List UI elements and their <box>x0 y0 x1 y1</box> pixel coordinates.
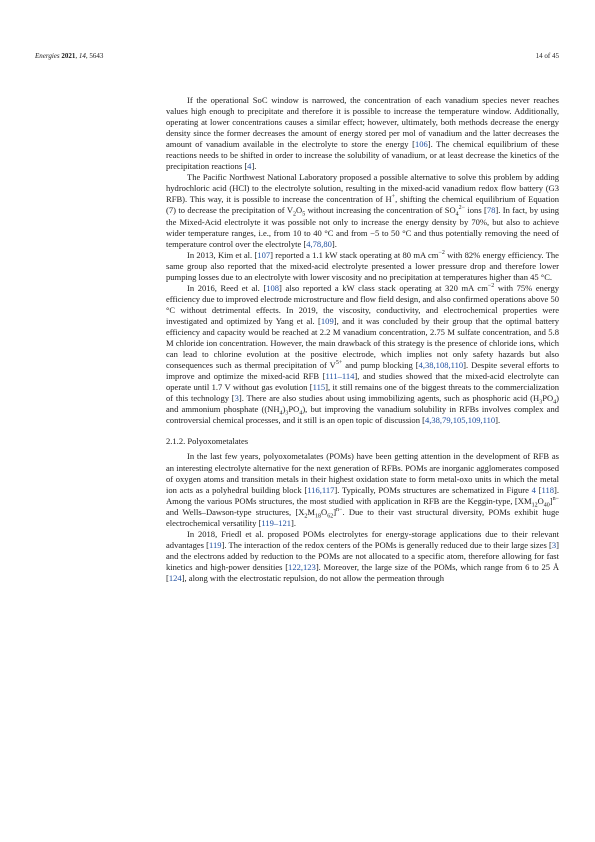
citation-link[interactable]: 111–114 <box>325 371 355 382</box>
paragraph: In 2018, Friedl et al. proposed POMs electrolytes for energy-storage applications due to their relevant advantages [119]. The interaction of the redox centers of the POMs is generally reduced due to their large sizes [3] and the electrons added by reduction to the POMs are not allocated to a specific atom, therefore allowing for fast kinetics and high-power densities [122,123]. Moreover, the large size of the POMs, which range from 6 to 25 Å [124], along with the electrostatic repulsion, do not allow the permeation through <box>166 528 560 583</box>
subscript: 18 <box>315 513 321 520</box>
article-number: 5643 <box>89 52 104 60</box>
journal-citation: Energies 2021, 14, 5643 <box>35 52 104 60</box>
paragraph: In the last few years, polyoxometalates (POMs) have been getting attention in the development of RFB as an interesting electrolyte alternative for the next generation of RFBs. POMs are inorganic agglomerates composed of oxygen atoms and transition metals in their highest oxidation state to form metal-oxo units in which the metal ion acts as a polyhedral building block [116,117]. Typically, POMs structures are schematized in Figure 4 [118]. Among the various POMs structures, the most studied with application in RFB are the Keggin-type, $[XM_{12}O_{40}]^{n-}$ and Wells–Dawson-type structures, $[X_2M_{18}O_{62}]^{n-}$. Due to their vast structural diversity, POMs exhibit huge electrochemical versatility [119–121]. <box>166 451 560 528</box>
subscript: 40 <box>543 502 550 509</box>
subscript: 3 <box>539 399 543 406</box>
paragraph: If the operational SoC window is narrowed, the concentration of each vanadium species never reaches values high enough to precipitate and therefore it is possible to increase the temperature window. Additionally, operating at lower concentrations causes a similar effect; however, ultimately, both methods decrease the energy density since the former decreases the amount of energy stored per mol of vanadium and the latter decreases the amount of vanadium available in the electrolyte to store the energy [106]. The chemical equilibrium of these reactions needs to be shifted in order to increase the solubility of vanadium, or at least decrease the kinetics of the precipitation reactions [4]. <box>166 95 559 172</box>
citation-link[interactable]: 3 <box>551 539 557 550</box>
subscript: 4 <box>553 399 557 406</box>
paragraph: The Pacific Northwest National Laboratory proposed a possible alternative to solve this problem by adding hydrochloric acid (HCl) to the electrolyte solution, resulting in the mixed-acid vanadium redox flow battery (G3 RFB). This way, it is possible to increase the concentration of H+, shifting the chemical equilibrium of Equation (7) to decrease the precipitation of $V_2O_5$ without increasing the concentration of $SO_4^{2-}$ ions [78]. In fact, by using the Mixed-Acid electrolyte it was possible not only to increase the energy density by 70%, but also to achieve wider temperature ranges, i.e., from 10 to 40 °C and from −5 to 50 °C and thus potentially removing the need of temperature control over the electrolyte [4,78,80]. <box>166 172 559 249</box>
citation-link[interactable]: 109 <box>320 315 334 326</box>
subscript: 3 <box>285 411 289 418</box>
citation-link[interactable]: 4,38,79,105,109,110 <box>424 415 496 426</box>
subscript: 2 <box>304 513 308 520</box>
superscript: 5+ <box>335 360 343 367</box>
subscript: 4 <box>299 411 303 418</box>
superscript: n− <box>552 495 559 502</box>
paragraph: In 2013, Kim et al. [107] reported a 1.1 kW stack operating at 80 mA $cm^{-2}$ with 82% energy efficiency. The same group also reported that the mixed-acid electrolyte presented a lower pressure drop and therefore lower pumping losses due to an electrolyte with lower viscosity and no precipitation at temperatures higher than 45 °C. <box>166 249 559 282</box>
citation-link[interactable]: 122,123 <box>288 561 316 572</box>
section-heading: 2.1.2. Polyoxometalates <box>166 436 249 447</box>
subscript: 4 <box>279 411 283 418</box>
citation-link[interactable]: 118 <box>541 484 555 495</box>
citation-link[interactable]: 115 <box>312 382 326 393</box>
citation-link[interactable]: 4 <box>247 161 252 172</box>
subscript: 2 <box>293 212 297 219</box>
superscript: 2− <box>458 205 466 212</box>
citation-link[interactable]: 107 <box>257 249 271 260</box>
subscript: 62 <box>327 513 334 520</box>
superscript: −2 <box>487 282 495 289</box>
citation-link[interactable]: 4 <box>531 484 536 495</box>
citation-link[interactable]: 106 <box>414 139 428 150</box>
citation-link[interactable]: 4,38,108,110 <box>418 360 464 371</box>
page-header <box>35 52 559 60</box>
citation-link[interactable]: 119–121 <box>261 517 292 528</box>
journal-volume: 14 <box>78 52 86 60</box>
citation-link[interactable]: 78 <box>486 205 496 216</box>
journal-year: 2021 <box>61 52 76 60</box>
superscript: + <box>391 194 396 201</box>
citation-link[interactable]: 108 <box>266 282 280 293</box>
subscript: 4 <box>455 212 459 219</box>
citation-link[interactable]: 119 <box>209 539 222 550</box>
journal-name: Energies <box>35 52 60 60</box>
page-number: 14 of 45 <box>535 52 559 60</box>
citation-link[interactable]: 116,117 <box>307 484 335 495</box>
superscript: −2 <box>438 249 445 256</box>
citation-link[interactable]: 4,78,80 <box>306 238 332 249</box>
subscript: 5 <box>302 212 306 219</box>
citation-link[interactable]: 3 <box>234 393 239 404</box>
subscript: 12 <box>531 502 538 509</box>
superscript: n− <box>336 506 343 513</box>
article-body <box>166 95 559 584</box>
paragraph: In 2016, Reed et al. [108] also reported a kW class stack operating at 320 mA $cm^{-2}$ with 75% energy efficiency due to improved electrode microstructure and flow field design, and also confirmed operations above 50 °C without detrimental effects. In 2019, the viscosity, conductivity, and electrochemical properties were investigated and optimized by Yang et al. [109], and it was concluded by their group that the optimal battery efficiency and capacity would be reached at 2.2 M vanadium concentration, 2.75 M sulfate concentration, and 5.8 M chloride ion concentration. However, the main drawback of this strategy is the presence of chloride ions, which can lead to chlorine evolution at the positive electrode, which implies not only safety hazards but also consequences such as thermal precipitation of $V^{5+}$ and pump blocking [4,38,108,110]. Despite several efforts to improve and optimize the mixed-acid RFB [111–114], and studies showed that the mixed-acid electrolyte can operate until 1.7 V without gas evolution [115], it still remains one of the biggest threats to the commercialization of this technology [3]. There are also studies about using immobilizing agents, such as phosphoric acid $(H_3PO_4)$ and ammonium phosphate $((NH_4)_3PO_4)$, but improving the vanadium solubility in RFBs involves complex and controversial chemical processes, and it still is an open topic of discussion [4,38,79,105,109,110]. <box>166 282 560 426</box>
citation-link[interactable]: 124 <box>168 572 182 583</box>
